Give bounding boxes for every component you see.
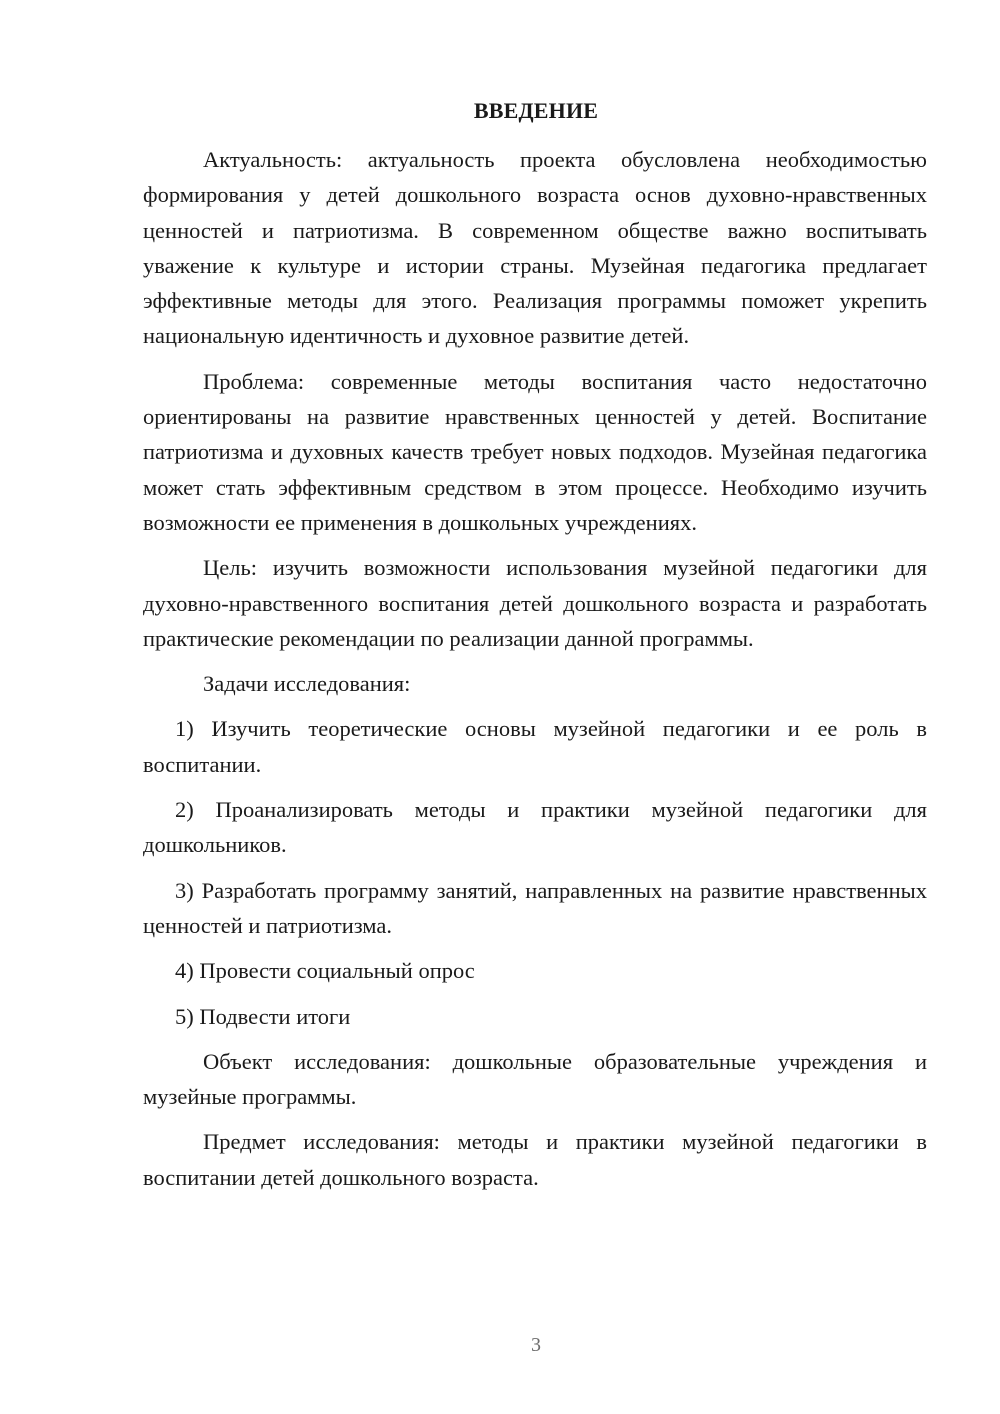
- paragraph-relevance: Актуальность: актуальность проекта обусловлена необходимостью формирования у детей дошкольного возраста основ духовно-нравственных ценностей и патриотизма. В современном обществе важно воспитывать уважение к культуре и истории страны. Музейная педагогика предлагает эффективные методы для этого. Реализация программы поможет укрепить национальную идентичность и духовное развитие детей.: [143, 147, 927, 349]
- task-item-5: 5) Подвести итоги: [175, 1003, 351, 1029]
- paragraph-object: Объект исследования: дошкольные образовательные учреждения и музейные программы.: [143, 1048, 927, 1110]
- document-body: [143, 142, 927, 1205]
- task-item-4: 4) Провести социальный опрос: [175, 958, 475, 984]
- page-number: 3: [531, 1334, 541, 1356]
- section-heading: ВВЕДЕНИЕ: [473, 98, 599, 123]
- paragraph-goal: Цель: изучить возможности использования музейной педагогики для духовно-нравственного воспитания детей дошкольного возраста и разработать практические рекомендации по реализации данной программы.: [143, 555, 927, 651]
- paragraph-tasks-intro: Задачи исследования:: [203, 671, 411, 697]
- paragraph-problem: Проблема: современные методы воспитания часто недостаточно ориентированы на развитие нравственных ценностей у детей. Воспитание патриотизма и духовных качеств требует новых подходов. Музейная педагогика может стать эффективным средством в этом процессе. Необходимо изучить возможности ее применения в дошкольных учреждениях.: [143, 368, 927, 535]
- paragraph-subject: Предмет исследования: методы и практики музейной педагогики в воспитании детей дошкольного возраста.: [143, 1129, 927, 1190]
- task-item-1: 1) Изучить теоретические основы музейной педагогики и ее роль в воспитании.: [143, 716, 927, 777]
- task-item-2: 2) Проанализировать методы и практики музейной педагогики для дошкольников.: [143, 797, 927, 858]
- task-item-3: 3) Разработать программу занятий, направленных на развитие нравственных ценностей и патриотизма.: [143, 877, 927, 938]
